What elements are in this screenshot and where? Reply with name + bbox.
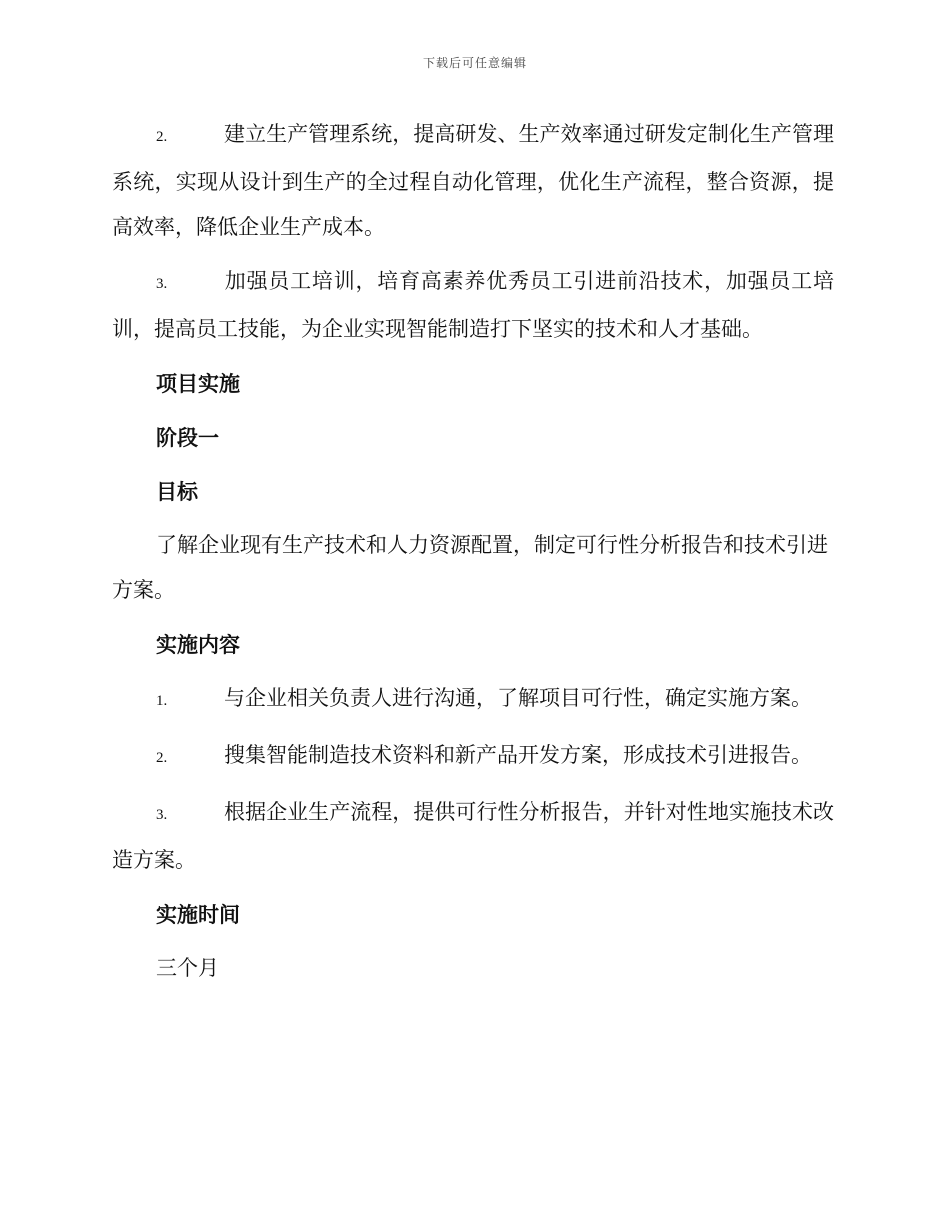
list-item-text: 加强员工培训，培育高素养优秀员工引进前沿技术，加强员工培训，提高员工技能，为企业实现智能制造打下坚实的技术和人才基础。 (112, 269, 834, 341)
list-item-text: 根据企业生产流程，提供可行性分析报告，并针对性地实施技术改造方案。 (112, 800, 834, 872)
list-item-text: 建立生产管理系统，提高研发、生产效率通过研发定制化生产管理系统，实现从设计到生产的全过程自动化管理，优化生产流程，整合资源，提高效率，降低企业生产成本。 (112, 122, 834, 239)
list-item-build-system (112, 112, 834, 250)
document-body (112, 112, 834, 1000)
goal-paragraph: 了解企业现有生产技术和人力资源配置，制定可行性分析报告和技术引进方案。 (112, 533, 828, 602)
list-item-text: 搜集智能制造技术资料和新产品开发方案，形成技术引进报告。 (224, 743, 812, 767)
list-item-collect-materials (112, 733, 834, 781)
list-number: 3. (156, 276, 168, 292)
section-heading-implementation-time: 实施时间 (156, 902, 240, 927)
section-heading-goal: 目标 (156, 479, 198, 504)
list-number: 2. (156, 750, 168, 766)
list-number: 1. (156, 693, 168, 709)
list-item-staff-training (112, 259, 834, 352)
list-item-feasibility-report (112, 790, 834, 883)
list-item-communicate (112, 676, 834, 724)
page-header: 下载后可任意编辑 (422, 56, 527, 70)
list-item-text: 与企业相关负责人进行沟通，了解项目可行性，确定实施方案。 (224, 686, 812, 710)
section-heading-stage-one: 阶段一 (156, 425, 219, 450)
time-paragraph: 三个月 (156, 956, 219, 980)
list-number: 2. (156, 129, 168, 145)
list-number: 3. (156, 807, 168, 823)
section-heading-project-implementation: 项目实施 (156, 371, 240, 396)
section-heading-implementation-content: 实施内容 (156, 632, 240, 657)
